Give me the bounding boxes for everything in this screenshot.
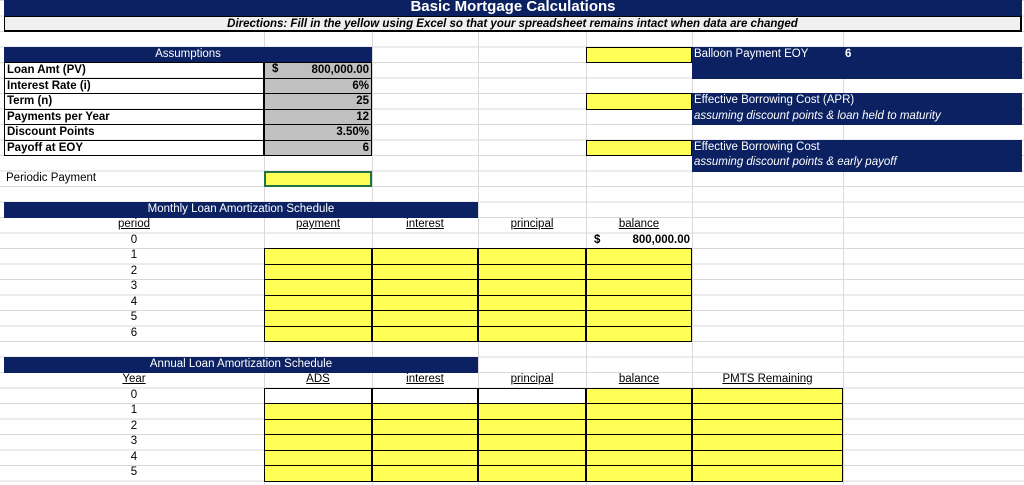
monthly-balance-input[interactable] [586, 264, 692, 281]
annual-principal-input[interactable] [478, 450, 586, 467]
balloon-label: Balloon Payment EOY [694, 47, 809, 60]
monthly-payment-input[interactable] [264, 248, 372, 265]
assumptions-header: Assumptions [4, 47, 372, 64]
monthly-interest-input[interactable] [372, 295, 478, 312]
annual-interest-input[interactable] [372, 450, 478, 467]
assumption-value[interactable]: 6% [264, 78, 372, 95]
monthly-payment-input[interactable] [264, 279, 372, 296]
column-header-period: period [118, 218, 150, 230]
annual-balance-input[interactable] [586, 465, 692, 482]
monthly-interest-input[interactable] [372, 264, 478, 281]
column-header-year: Year [122, 373, 146, 385]
annual-ads-input[interactable] [264, 388, 372, 405]
annual-schedule-header: Annual Loan Amortization Schedule [4, 357, 478, 374]
period-number: 4 [130, 295, 138, 308]
monthly-balance-input[interactable] [586, 248, 692, 265]
assumption-label: Payoff at EOY [4, 140, 264, 157]
annual-ads-input[interactable] [264, 450, 372, 467]
annual-pmts-remaining-input[interactable] [692, 465, 843, 482]
annual-pmts-remaining-input[interactable] [692, 450, 843, 467]
period-number: 5 [130, 311, 138, 323]
assumption-value[interactable]: 3.50% [264, 124, 372, 141]
column-header-pmts-remaining: PMTS Remaining [722, 373, 813, 385]
column-header-interest: interest [406, 373, 444, 385]
annual-interest-input[interactable] [372, 465, 478, 482]
year-number: 4 [130, 450, 138, 463]
monthly-interest-input[interactable] [372, 248, 478, 265]
year-number: 1 [130, 404, 138, 416]
initial-balance-currency: $ [594, 233, 601, 246]
annual-principal-input[interactable] [478, 465, 586, 482]
monthly-balance-input[interactable] [586, 279, 692, 296]
monthly-payment-input[interactable] [264, 295, 372, 312]
monthly-principal-input[interactable] [478, 248, 586, 265]
year-number: 3 [130, 435, 138, 447]
early-note: assuming discount points & early payoff [694, 156, 897, 168]
initial-balance: 800,000.00 [632, 233, 690, 246]
monthly-principal-input[interactable] [478, 310, 586, 327]
monthly-principal-input[interactable] [478, 264, 586, 281]
annual-pmts-remaining-input[interactable] [692, 403, 843, 420]
column-header-interest: interest [406, 218, 444, 230]
annual-ads-input[interactable] [264, 465, 372, 482]
monthly-principal-input[interactable] [478, 326, 586, 343]
annual-principal-input[interactable] [478, 434, 586, 451]
assumption-value[interactable]: 800,000.00 [264, 62, 372, 79]
monthly-payment-input[interactable] [264, 326, 372, 343]
annual-interest-input[interactable] [372, 434, 478, 451]
monthly-payment-input[interactable] [264, 310, 372, 327]
column-header-payment: payment [295, 218, 341, 230]
column-header-principal: principal [510, 218, 554, 230]
annual-ads-input[interactable] [264, 434, 372, 451]
column-header-ads: ADS [306, 373, 330, 385]
apr-input[interactable] [586, 93, 692, 110]
assumption-label: Term (n) [4, 93, 264, 110]
assumption-value[interactable]: 6 [264, 140, 372, 157]
annual-interest-input[interactable] [372, 388, 478, 405]
assumption-label: Discount Points [4, 124, 264, 141]
annual-ads-input[interactable] [264, 403, 372, 420]
monthly-interest-input[interactable] [372, 279, 478, 296]
year-number: 2 [130, 419, 138, 432]
column-header-balance: balance [618, 373, 660, 385]
year-number: 5 [130, 466, 138, 478]
monthly-balance-input[interactable] [586, 326, 692, 343]
periodic-payment-input[interactable] [264, 171, 372, 188]
column-header-principal: principal [510, 373, 554, 385]
period-number: 1 [130, 249, 138, 261]
currency-symbol: $ [272, 63, 279, 75]
monthly-balance-input[interactable] [586, 310, 692, 327]
assumption-value[interactable]: 12 [264, 109, 372, 126]
monthly-interest-input[interactable] [372, 310, 478, 327]
assumption-label: Loan Amt (PV) [4, 62, 264, 79]
balloon-input[interactable] [586, 47, 692, 64]
assumption-label: Interest Rate (i) [4, 78, 264, 95]
monthly-schedule-header: Monthly Loan Amortization Schedule [4, 202, 478, 219]
directions-text: Directions: Fill in the yellow using Excel so that your spreadsheet remains intact when data are changed [4, 16, 1022, 33]
early-label: Effective Borrowing Cost [694, 140, 820, 153]
monthly-balance-input[interactable] [586, 295, 692, 312]
column-header-balance: balance [618, 218, 660, 230]
annual-balance-input[interactable] [586, 403, 692, 420]
annual-pmts-remaining-input[interactable] [692, 388, 843, 405]
annual-principal-input[interactable] [478, 419, 586, 436]
annual-interest-input[interactable] [372, 419, 478, 436]
annual-balance-input[interactable] [586, 419, 692, 436]
apr-note: assuming discount points & loan held to maturity [694, 109, 941, 122]
apr-label: Effective Borrowing Cost (APR) [694, 94, 855, 106]
monthly-interest-input[interactable] [372, 326, 478, 343]
monthly-principal-input[interactable] [478, 295, 586, 312]
year-number: 0 [130, 388, 138, 401]
annual-principal-input[interactable] [478, 403, 586, 420]
annual-pmts-remaining-input[interactable] [692, 419, 843, 436]
assumption-value[interactable]: 25 [264, 93, 372, 110]
monthly-payment-input[interactable] [264, 264, 372, 281]
early-input[interactable] [586, 140, 692, 157]
period-number: 3 [130, 280, 138, 292]
annual-ads-input[interactable] [264, 419, 372, 436]
periodic-payment-label: Periodic Payment [6, 171, 97, 184]
annual-balance-input[interactable] [586, 450, 692, 467]
assumption-label: Payments per Year [4, 109, 264, 126]
balloon-year: 6 [845, 47, 852, 60]
annual-balance-input[interactable] [586, 388, 692, 405]
annual-principal-input[interactable] [478, 388, 586, 405]
period-number: 2 [130, 264, 138, 277]
annual-pmts-remaining-input[interactable] [692, 434, 843, 451]
period-number: 0 [130, 233, 138, 246]
page-title: Basic Mortgage Calculations [4, 0, 1022, 17]
annual-balance-input[interactable] [586, 434, 692, 451]
period-number: 6 [130, 326, 138, 339]
monthly-principal-input[interactable] [478, 279, 586, 296]
annual-interest-input[interactable] [372, 403, 478, 420]
